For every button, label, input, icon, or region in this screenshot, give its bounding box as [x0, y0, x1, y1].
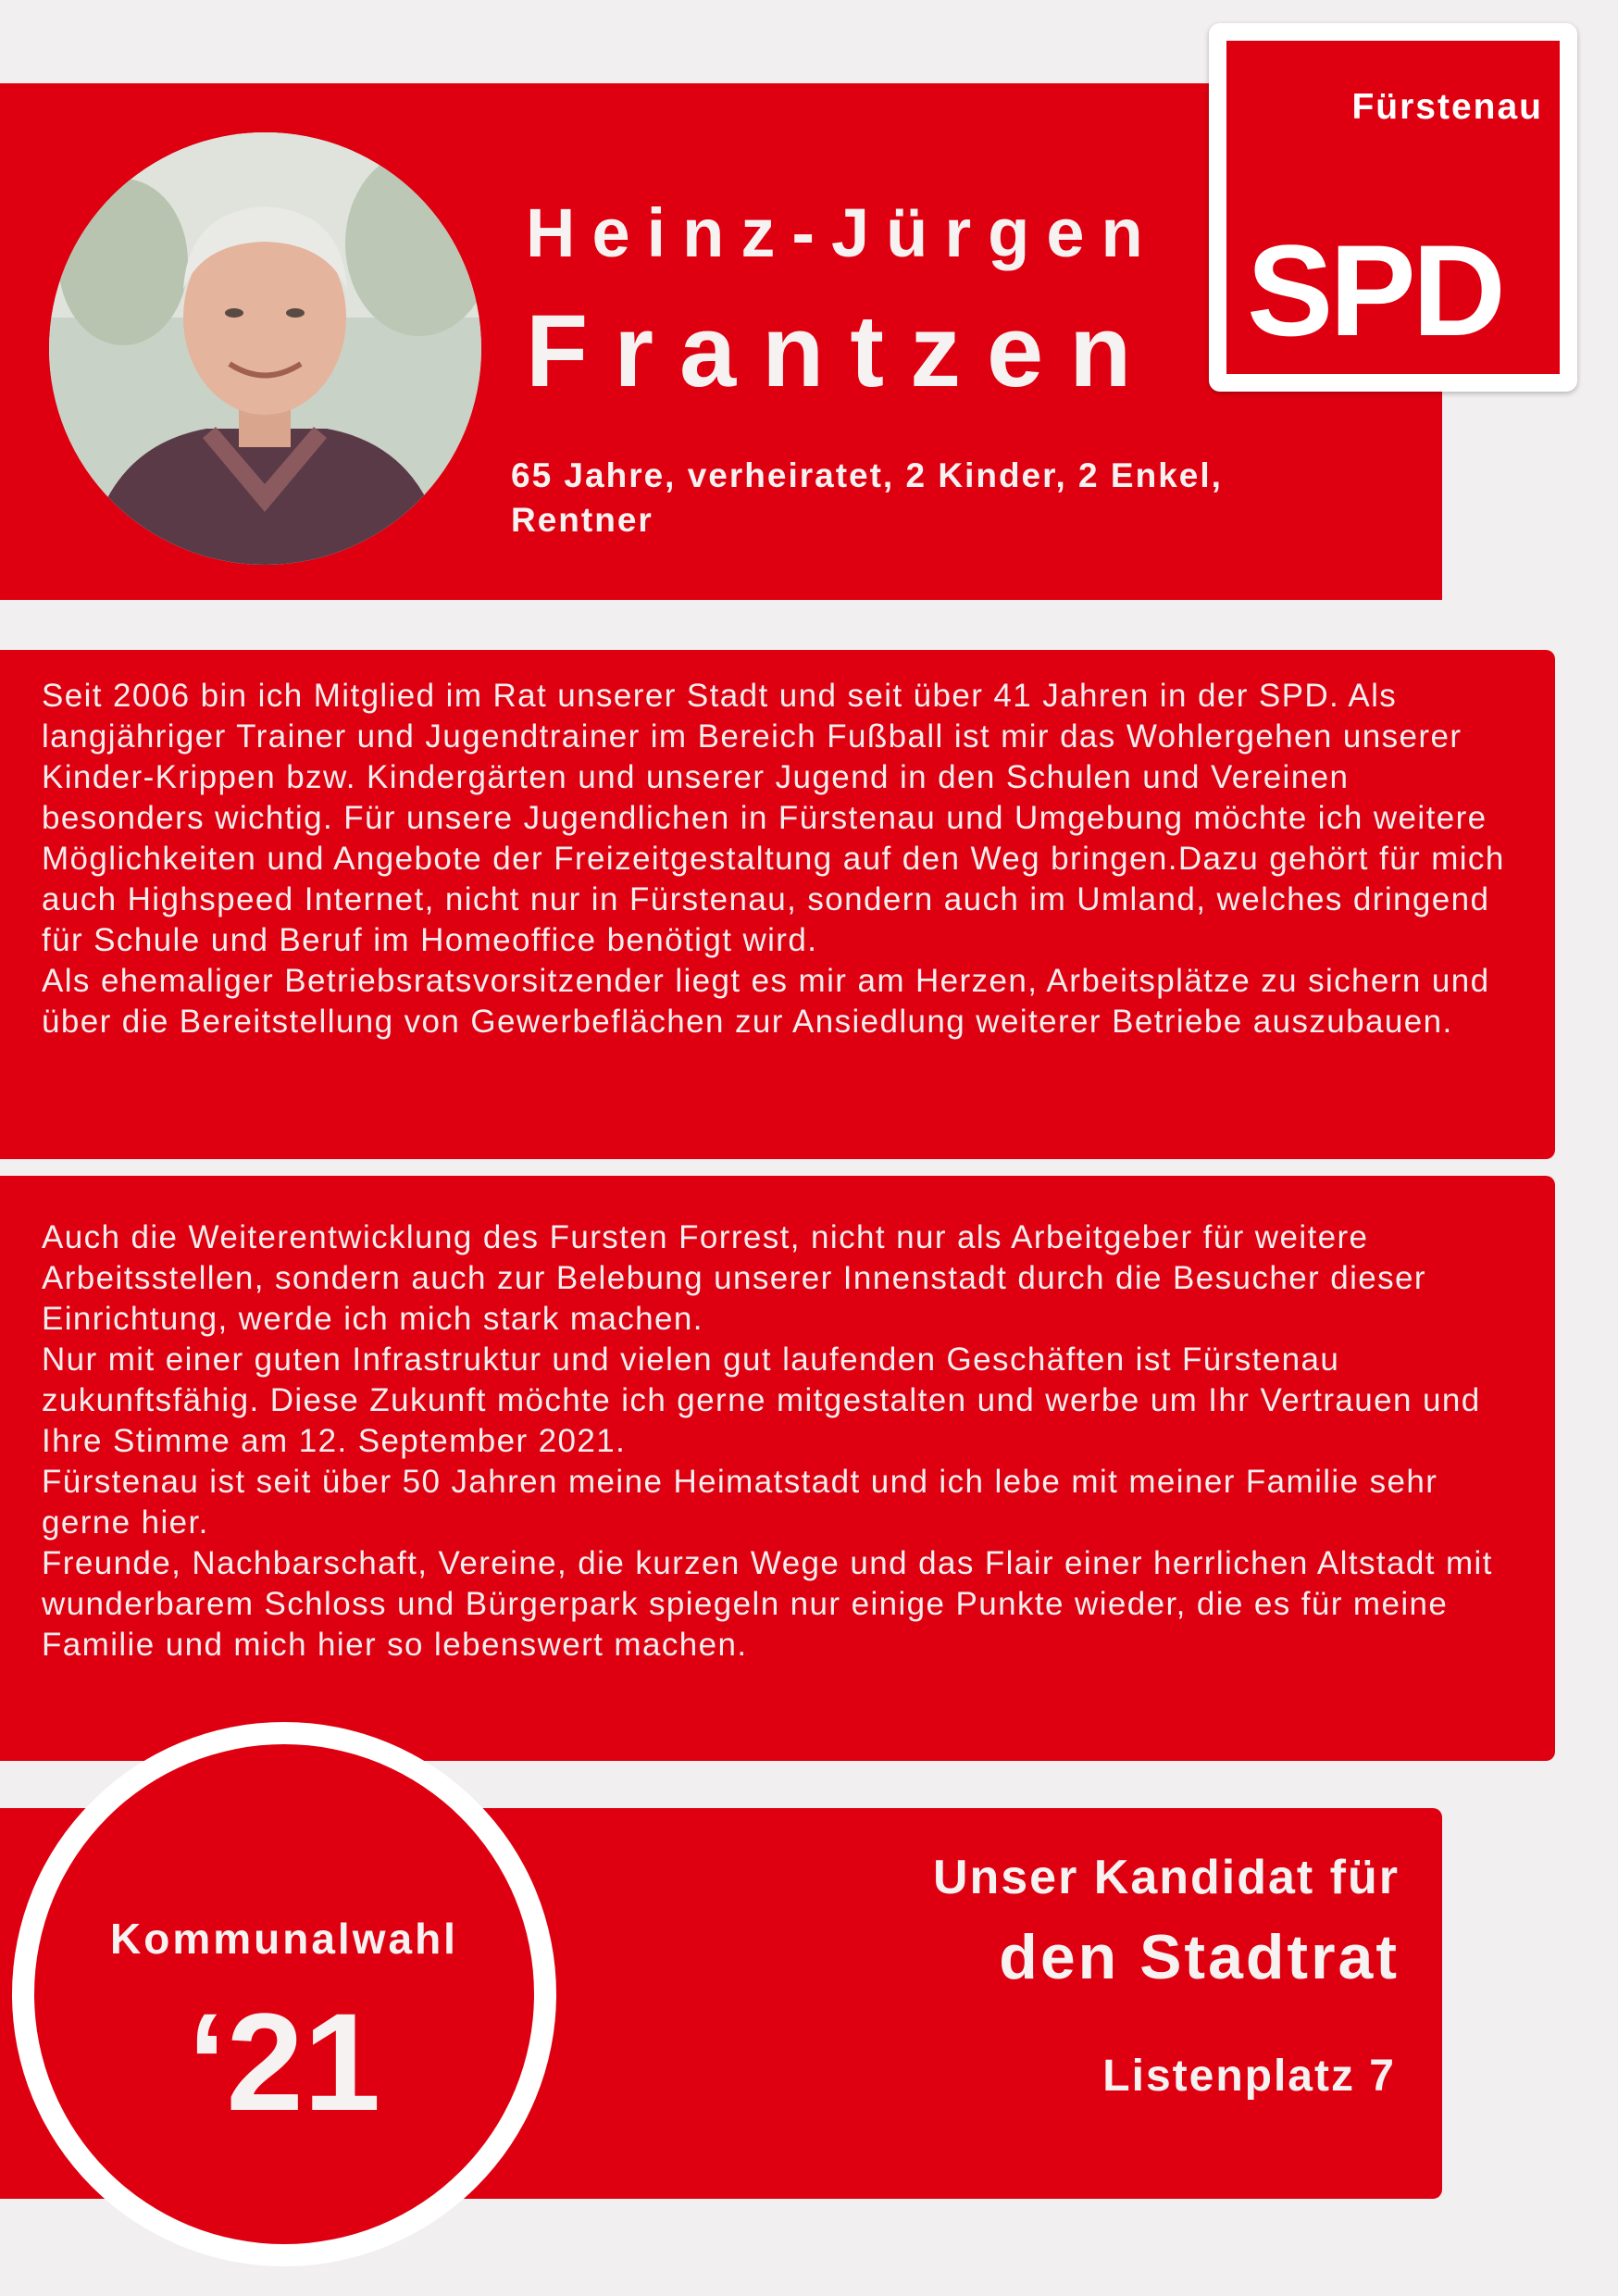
- paragraph: Seit 2006 bin ich Mitglied im Rat unserer Stadt und seit über 41 Jahren in der SPD. Als langjähriger Trainer und Jugendtrainer im Bereich Fußball ist mir das Wohlergehen unserer Kinder-Krippen bzw. Kindergärten und unserer Jugend in den Schulen und Vereinen besonders wichtig. Für unsere Jugendlichen in Fürstenau und Umgebung möchte ich weitere Möglichkeiten und Angebote der Freizeitgestaltung auf den Weg bringen.Dazu gehört für mich auch Highspeed Internet, nicht nur in Fürstenau, sondern auch im Umland, welches dringend für Schule und Beruf im Homeoffice benötigt wird.: [42, 678, 1505, 958]
- candidate-last-name: Frantzen: [526, 294, 1158, 408]
- paragraph: Als ehemaliger Betriebsratsvorsitzender liegt es mir am Herzen, Arbeitsplätze zu sichern und über die Bereitstellung von Gewerbeflächen zur Ansiedlung weiterer Betriebe auszubauen.: [42, 963, 1490, 1040]
- text-box-2: [0, 1176, 1555, 1761]
- spd-logo: [1209, 23, 1577, 392]
- candidate-portrait: [49, 132, 481, 565]
- text-box-1: [0, 650, 1555, 1159]
- candidate-tagline-1: Unser Kandidat für: [932, 1851, 1400, 1904]
- election-label: Kommunalwahl: [110, 1915, 458, 1963]
- candidate-bio: 65 Jahre, verheiratet, 2 Kinder, 2 Enkel, Rentner: [511, 456, 1223, 539]
- logo-city: Fürstenau: [1351, 87, 1543, 127]
- portrait-illustration: [49, 132, 481, 565]
- list-place: Listenplatz 7: [1102, 2052, 1396, 2101]
- election-badge: [12, 1722, 556, 2266]
- spd-logo-box: [1226, 41, 1560, 374]
- paragraph: Fürstenau ist seit über 50 Jahren meine Heimatstadt und ich lebe mit meiner Familie sehr gerne hier.: [42, 1464, 1438, 1541]
- paragraph: Nur mit einer guten Infrastruktur und vielen gut laufenden Geschäften ist Fürstenau zukunftsfähig. Diese Zukunft möchte ich gerne mitgestalten und werbe um Ihr Vertrauen und Ihre Stimme am 12. September 2021.: [42, 1341, 1481, 1459]
- candidate-tagline-2: den Stadtrat: [999, 1922, 1400, 1992]
- candidate-first-name: Heinz-Jürgen: [526, 194, 1160, 271]
- logo-party: SPD: [1247, 218, 1502, 363]
- election-badge-inner: [34, 1744, 534, 2244]
- paragraph: Auch die Weiterentwicklung des Fursten Forrest, nicht nur als Arbeitgeber für weitere Arbeitsstellen, sondern auch zur Belebung unserer Innenstadt durch die Besucher dieser Einrichtung, werde ich mich stark machen.: [42, 1219, 1426, 1337]
- paragraph: Freunde, Nachbarschaft, Vereine, die kurzen Wege und das Flair einer herrlichen Altstadt mit wunderbarem Schloss und Bürgerpark spiegeln nur einige Punkte wieder, die es für meine Familie und mich hier so lebenswert machen.: [42, 1545, 1493, 1663]
- election-year: ‘21: [187, 1984, 381, 2140]
